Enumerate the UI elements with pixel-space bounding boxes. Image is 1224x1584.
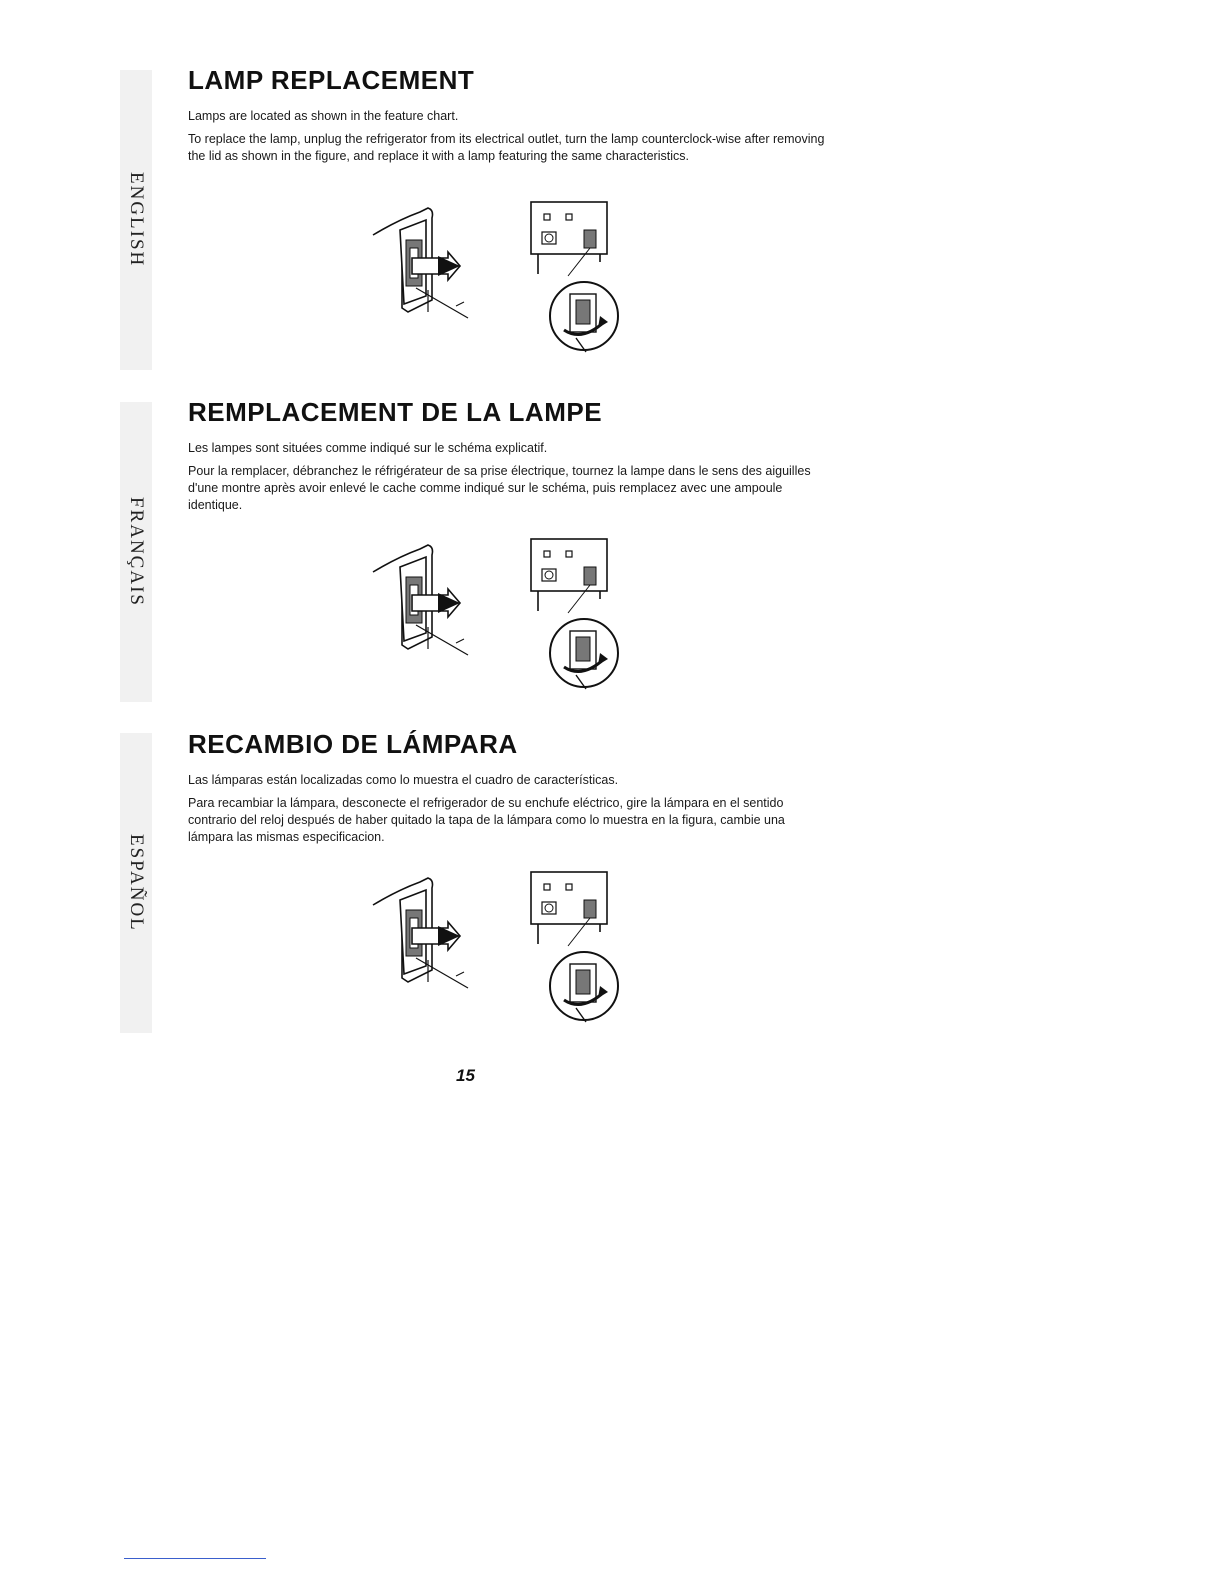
- language-tab-espanol: [120, 733, 152, 1033]
- footer-divider: [124, 1558, 266, 1559]
- language-tab-francais: [120, 402, 152, 702]
- lamp-cover-removal-figure: [373, 545, 468, 655]
- section-paragraph: Las lámparas están localizadas como lo muestra el cuadro de características.: [188, 773, 619, 787]
- section-francais: [188, 396, 828, 520]
- section-title: LAMP REPLACEMENT: [188, 65, 475, 95]
- section-paragraph: Lamps are located as shown in the feature chart.: [188, 109, 459, 123]
- lamp-bulb-turn-figure: [531, 539, 618, 689]
- lamp-replacement-illustration: [368, 200, 628, 360]
- lamp-replacement-illustration: [368, 870, 628, 1030]
- lamp-cover-removal-figure: [373, 208, 468, 318]
- language-tab-english: [120, 70, 152, 370]
- section-paragraph: Les lampes sont situées comme indiqué sur le schéma explicatif.: [188, 441, 548, 455]
- section-paragraph: To replace the lamp, unplug the refrigerator from its electrical outlet, turn the lamp counterclock-wise after removing the lid as shown in the figure, and replace it with a lamp featuring the same characteristics.: [188, 132, 825, 163]
- page-number: 15: [456, 1066, 475, 1085]
- language-tab-label: FRANÇAIS: [126, 497, 147, 607]
- lamp-bulb-turn-figure: [531, 872, 618, 1022]
- section-title: RECAMBIO DE LÁMPARA: [188, 729, 518, 759]
- section-paragraph: Pour la remplacer, débranchez le réfrigérateur de sa prise électrique, tournez la lampe dans le sens des aiguilles d'une montre après avoir enlevé le cache comme indiqué sur le schéma, puis remplacez avec une ampoule identique.: [188, 464, 811, 512]
- language-tab-label: ESPAÑOL: [126, 834, 147, 932]
- section-paragraph: Para recambiar la lámpara, desconecte el refrigerador de su enchufe eléctrico, gire la lámpara en el sentido contrario del reloj después de haber quitado la tapa de la lámpara como lo muestra en la figura, cambie una lámpara las mismas especificacion.: [188, 796, 785, 844]
- language-tab-label: ENGLISH: [126, 172, 147, 268]
- lamp-cover-removal-figure: [373, 878, 468, 988]
- section-title: REMPLACEMENT DE LA LAMPE: [188, 397, 603, 427]
- lamp-bulb-turn-figure: [531, 202, 618, 352]
- lamp-replacement-illustration: [368, 537, 628, 697]
- section-espanol: [188, 728, 828, 852]
- section-english: [188, 64, 828, 171]
